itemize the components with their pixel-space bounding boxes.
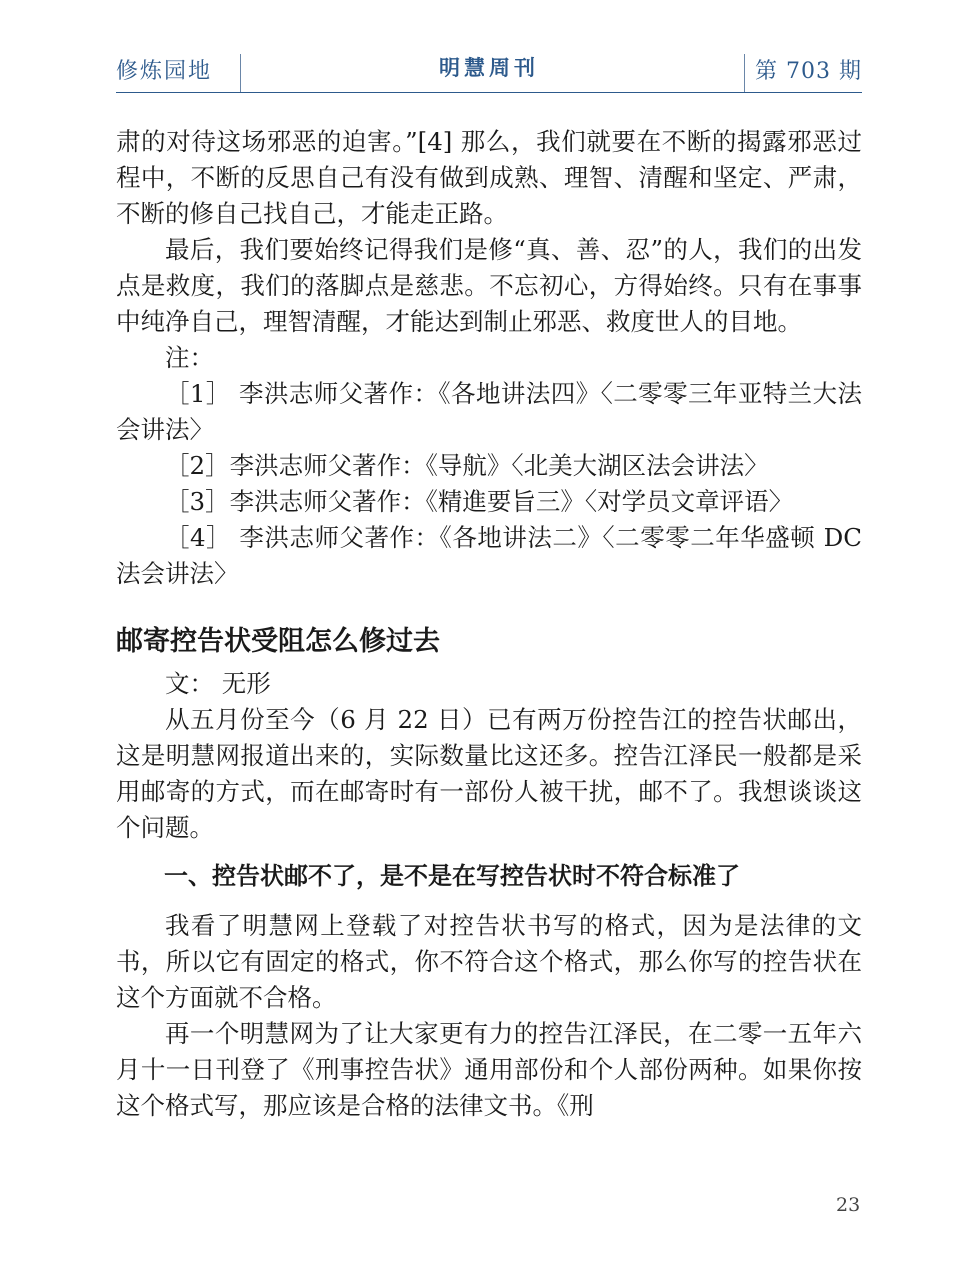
note-item: ［1］ 李洪志师父著作：《各地讲法四》〈二零零三年亚特兰大法会讲法〉 — [116, 379, 862, 444]
note-item: ［4］ 李洪志师父著作：《各地讲法二》〈二零零二年华盛顿 DC 法会讲法〉 — [116, 523, 862, 588]
page-number: 23 — [836, 1194, 861, 1216]
header-section-name: 修炼园地 — [116, 59, 213, 84]
article2-subheading: 一、控告状邮不了，是不是在写控告状时不符合标准了 — [164, 862, 740, 890]
page-content — [116, 124, 862, 1124]
article2-paragraph: 再一个明慧网为了让大家更有力的控告江泽民，在二零一五年六月十一日刊登了《刑事控告状》通用部份和个人部份两种。如果你按这个格式写，那应该是合格的法律文书。《刑 — [116, 1019, 862, 1120]
header-divider-right — [744, 54, 745, 92]
note-item: ［3］李洪志师父著作：《精進要旨三》〈对学员文章评语〉 — [165, 487, 794, 516]
header-issue-number: 第 703 期 — [755, 59, 862, 84]
article2-byline: 文： 无形 — [165, 669, 271, 698]
article2-intro: 从五月份至今（6 月 22 日）已有两万份控告江的控告状邮出，这是明慧网报道出来的，实际数量比这还多。控告江泽民一般都是采用邮寄的方式，而在邮寄时有一部份人被干扰，邮不了。我想谈谈这个问题。 — [116, 705, 862, 842]
note-item: ［2］李洪志师父著作：《导航》〈北美大湖区法会讲法〉 — [165, 451, 769, 480]
article1-paragraph: 最后，我们要始终记得我们是修“真、善、忍”的人，我们的出发点是救度，我们的落脚点是慈悲。不忘初心，方得始终。只有在事事中纯净自己，理智清醒，才能达到制止邪恶、救度世人的目地。 — [116, 235, 862, 336]
notes-label: 注： — [165, 343, 214, 372]
article1-paragraph: 肃的对待这场邪恶的迫害。”[4] 那么，我们就要在不断的揭露邪恶过程中，不断的反思自己有没有做到成熟、理智、清醒和坚定、严肃，不断的修自己找自己，才能走正路。 — [116, 127, 862, 228]
article2-paragraph: 我看了明慧网上登载了对控告状书写的格式，因为是法律的文书，所以它有固定的格式，你不符合这个格式，那么你写的控告状在这个方面就不合格。 — [116, 911, 862, 1012]
article2-title: 邮寄控告状受阻怎么修过去 — [116, 626, 440, 657]
page-header — [116, 40, 862, 93]
header-publication-title: 明慧周刊 — [439, 56, 539, 80]
